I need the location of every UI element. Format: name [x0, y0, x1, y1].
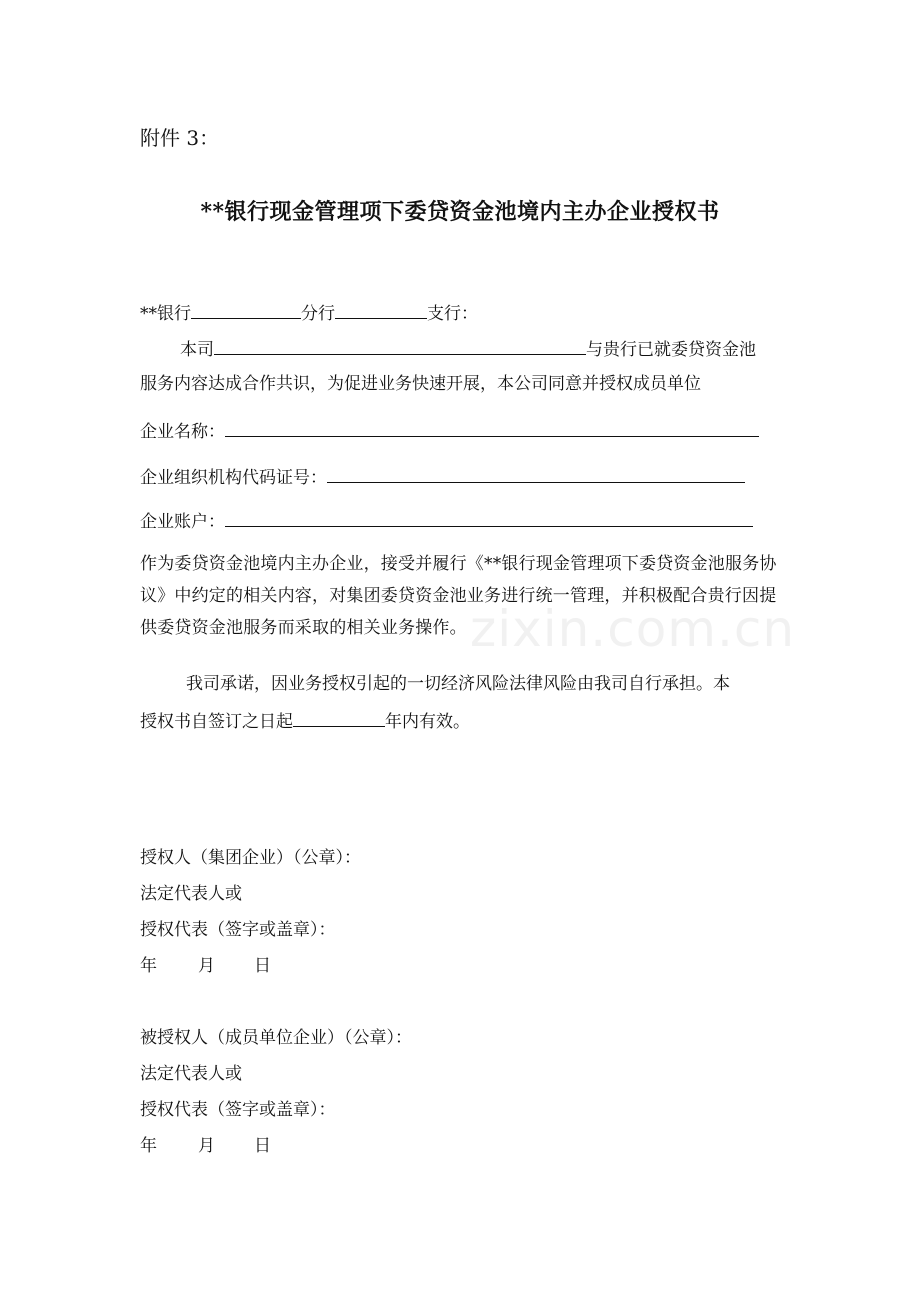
grantee-month: 月 — [198, 1136, 215, 1156]
agreement-paragraph: 作为委贷资金池境内主办企业，接受并履行《**银行现金管理项下委贷资金池服务协议》中约定的相关内容，对集团委贷资金池业务进行统一管理，并积极配合贵行因提供委贷资金池服务而采取的相关业务操作。 — [140, 554, 777, 638]
branch-name-blank[interactable] — [191, 300, 301, 319]
grantee-rep-line-2: 授权代表（签字或盖章）： — [140, 1100, 336, 1120]
account-blank[interactable] — [225, 508, 753, 527]
subbranch-label: 支行： — [427, 304, 478, 324]
grantor-rep-line-1: 法定代表人或 — [140, 884, 242, 904]
grantee-year: 年 — [140, 1136, 157, 1156]
org-code-blank[interactable] — [327, 464, 745, 483]
account-field — [140, 508, 753, 534]
address-line — [140, 300, 478, 326]
grantor-day: 日 — [254, 956, 271, 976]
org-code-field — [140, 464, 745, 490]
branch-label: 分行 — [301, 304, 335, 324]
attachment-label: 附件 3： — [140, 126, 220, 150]
validity-suffix: 年内有效。 — [385, 712, 470, 732]
grantee-date — [140, 1134, 271, 1158]
company-name-field — [140, 418, 759, 444]
validity-prefix: 授权书自签订之日起 — [140, 712, 293, 732]
company-name-label: 企业名称： — [140, 422, 225, 442]
grantor-rep-line-2: 授权代表（签字或盖章）： — [140, 920, 336, 940]
subbranch-name-blank[interactable] — [335, 300, 427, 319]
validity-years-blank[interactable] — [293, 708, 385, 727]
grantee-rep-line-1: 法定代表人或 — [140, 1064, 242, 1084]
grantor-date — [140, 954, 271, 978]
commitment-line-2 — [140, 708, 470, 734]
document-title: **银行现金管理项下委贷资金池境内主办企业授权书 — [200, 199, 720, 225]
intro-line-1 — [180, 336, 756, 362]
grantee-day: 日 — [254, 1136, 271, 1156]
grantee-label: 被授权人（成员单位企业）（公章）： — [140, 1028, 412, 1048]
intro-suffix: 与贵行已就委贷资金池 — [586, 340, 756, 360]
bank-label: **银行 — [140, 304, 191, 324]
company-blank[interactable] — [214, 336, 586, 355]
grantor-label: 授权人（集团企业）（公章）： — [140, 848, 361, 868]
company-name-blank[interactable] — [225, 418, 759, 437]
intro-prefix: 本司 — [180, 340, 214, 360]
account-label: 企业账户： — [140, 512, 225, 532]
grantor-year: 年 — [140, 956, 157, 976]
commitment-line-1: 我司承诺，因业务授权引起的一切经济风险法律风险由我司自行承担。本 — [186, 674, 730, 694]
watermark: zixin.com.cn — [470, 600, 796, 658]
org-code-label: 企业组织机构代码证号： — [140, 468, 327, 488]
intro-line-2: 服务内容达成合作共识，为促进业务快速开展，本公司同意并授权成员单位 — [140, 374, 701, 394]
grantor-month: 月 — [198, 956, 215, 976]
